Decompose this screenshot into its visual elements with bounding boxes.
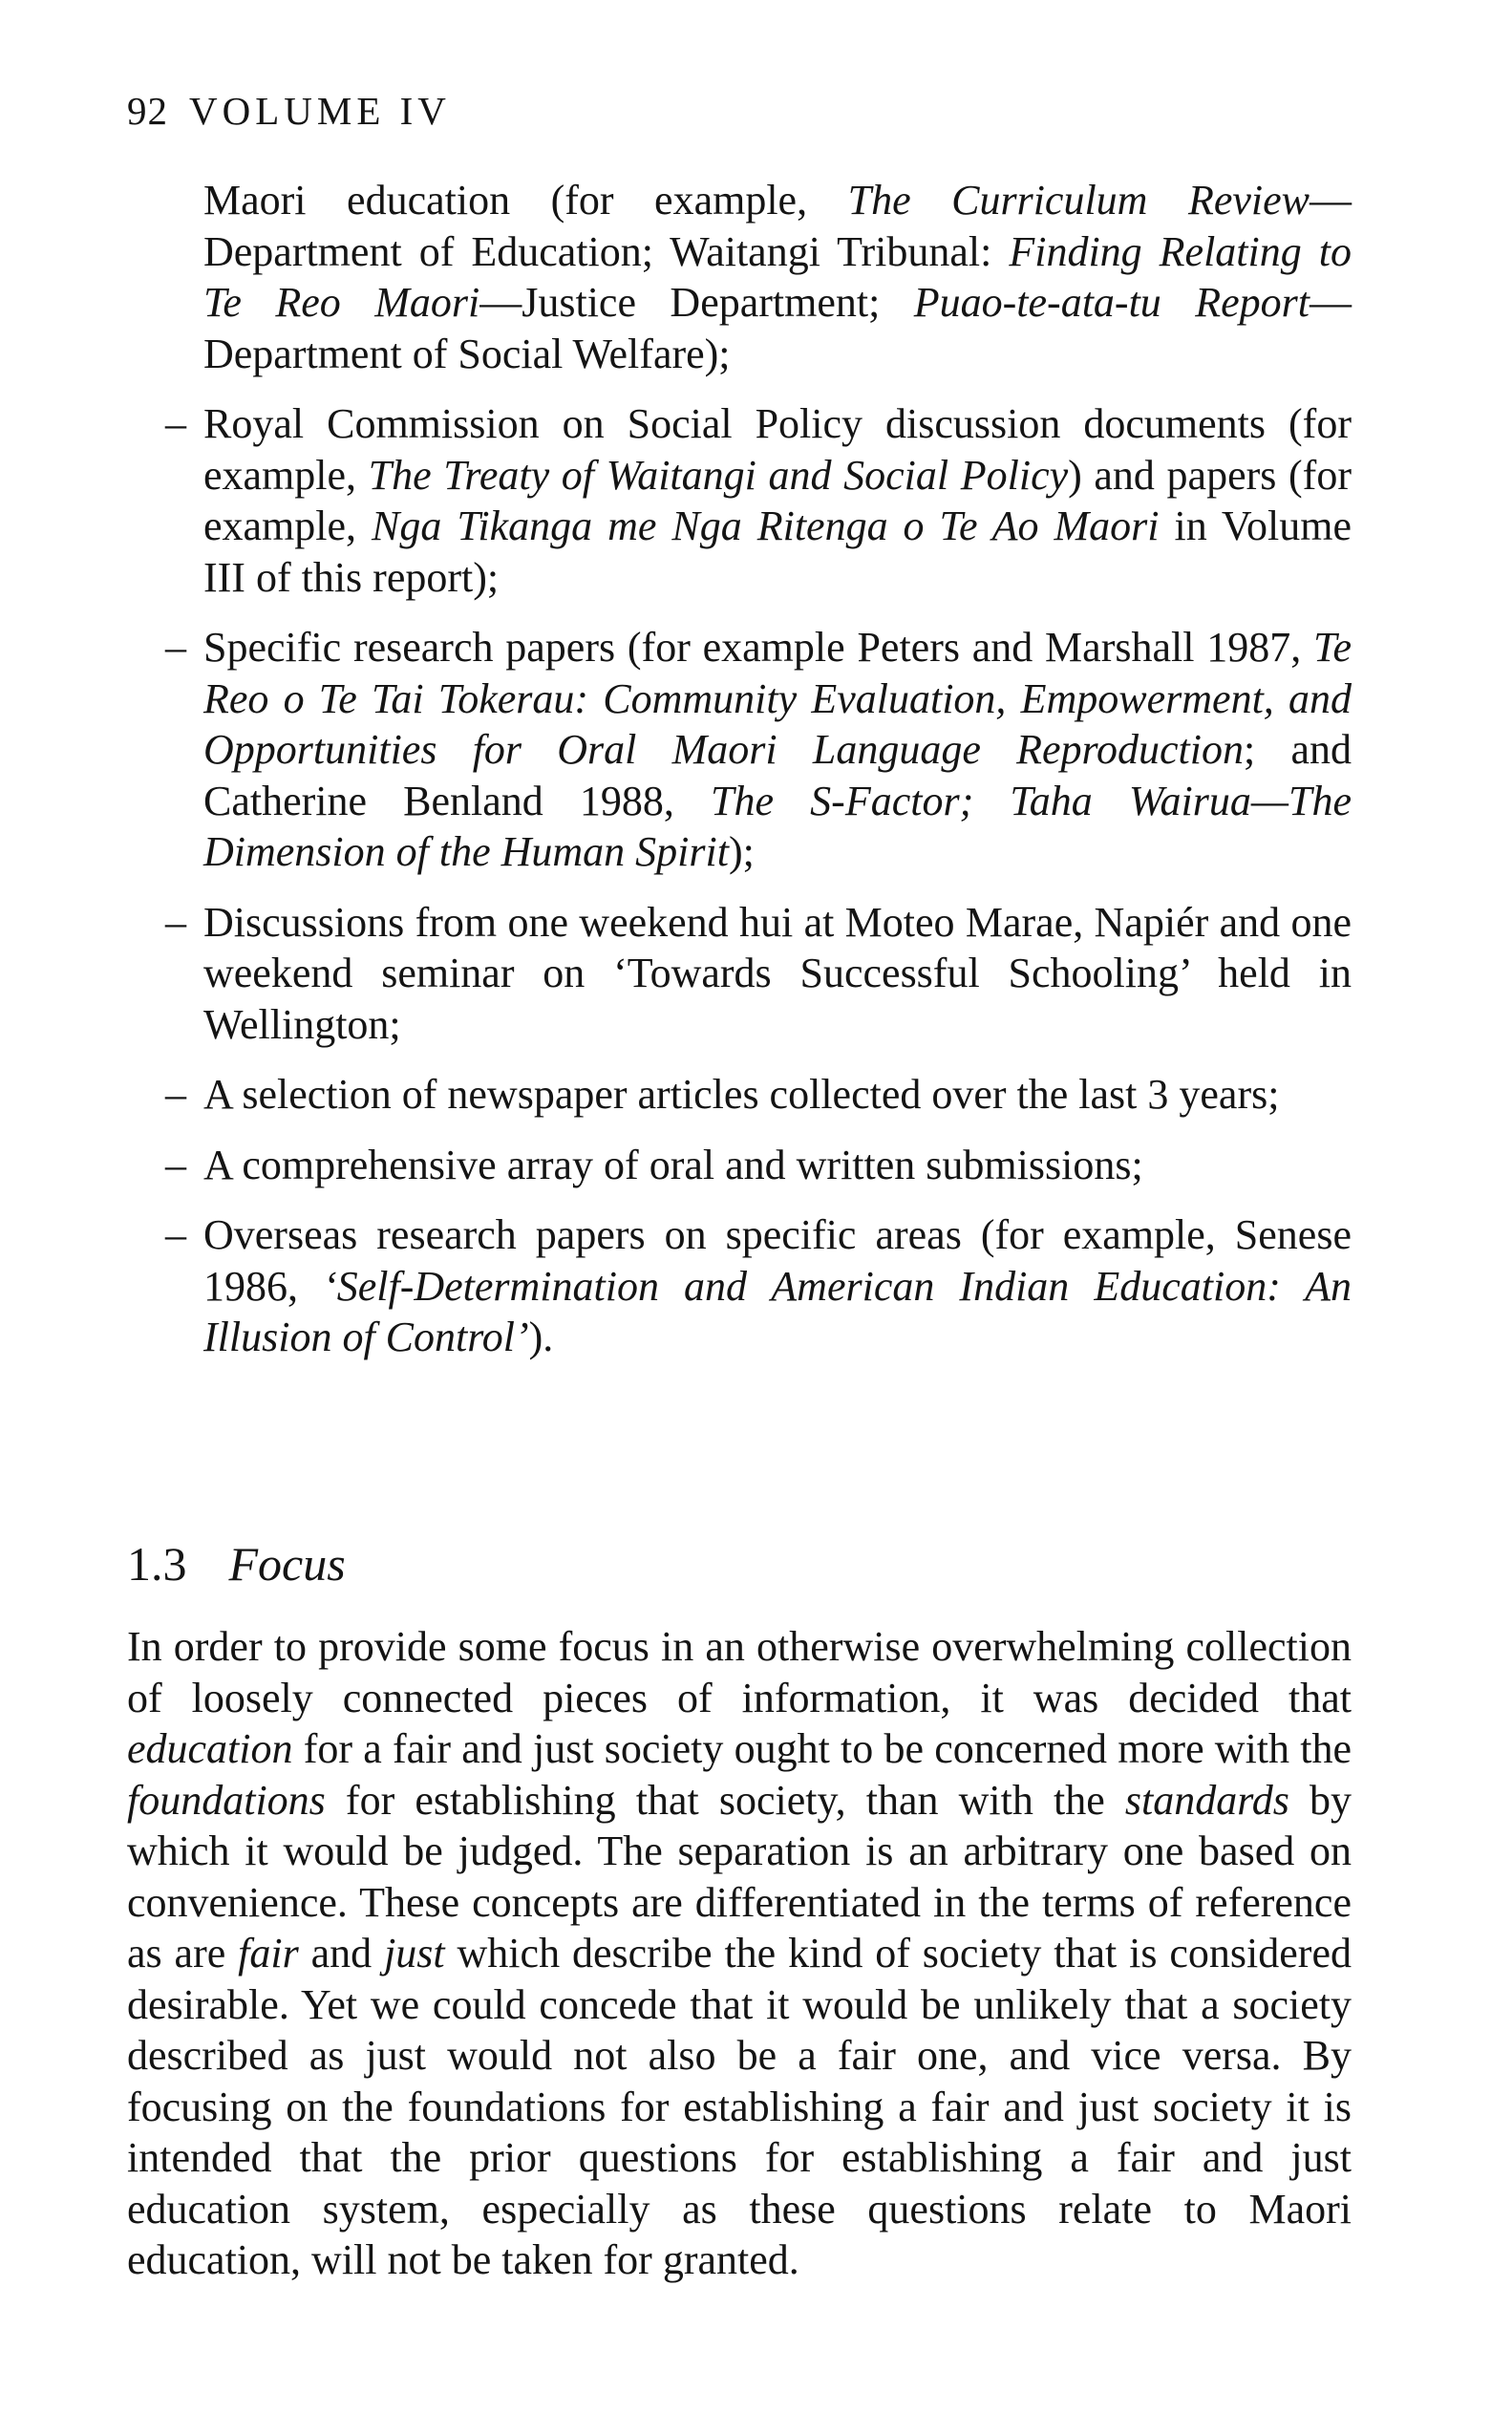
text-run: —Department of Social Welfare); [203,279,1352,377]
text-run: —Department of Education; Waitangi Tribunal: [203,177,1352,275]
text-run: for establishing that society, than with the [325,1776,1125,1824]
text-run: ). [528,1314,554,1360]
text-run: A selection of newspaper articles collected over the last 3 years; [203,1071,1280,1118]
text-run: —Justice Department; [479,279,914,326]
text-run: for a fair and just society ought to be concerned more with the [292,1725,1352,1772]
volume-label: VOLUME IV [189,89,451,133]
text-run: in Volume III of this report); [203,502,1352,601]
list-item [203,897,1352,1051]
list-item [203,175,1352,379]
text-run: Royal Commission on Social Policy discussion documents (for example, [203,400,1352,499]
italic-text-run: The Treaty of Waitangi and Social Policy [368,451,1069,499]
list-item [203,1209,1352,1363]
italic-text-run: The Curriculum Review [847,177,1310,224]
italic-text-run: Finding Relating to Te Reo Maori [203,227,1352,326]
section-heading [127,1537,346,1591]
running-head [127,89,451,133]
text-run: ; and Catherine Benland 1988, [203,726,1352,824]
italic-text-run: ‘Self-Determination and American Indian Education: An Illusion of Control’ [203,1262,1352,1360]
body-paragraph [127,1621,1352,2286]
list-item [203,1140,1352,1191]
text-run: ); [728,828,755,875]
section-number: 1.3 [127,1537,187,1591]
text-run: which describe the kind of society that is considered desirable. Yet we could concede that it would be unlikely that a society described as just would not also be a fair one, and vice versa. By focusing on the foundations for establishing a fair and just society it is intended that the prior questions for establishing a fair and just education system, especially as these questions relate to Maori education, will not be taken for granted. [127,1930,1352,2283]
italic-text-run: education [127,1725,293,1772]
page-number: 92 [127,89,168,133]
italic-text-run: Nga Tikanga me Nga Ritenga o Te Ao Maori [372,502,1160,549]
text-run: Specific research papers (for example Peters and Marshall 1987, [203,624,1314,671]
italic-text-run: fair [238,1930,299,1977]
section-title: Focus [228,1537,346,1591]
list-item [203,1069,1352,1121]
text-run: Discussions from one weekend hui at Moteo Marae, Napiér and one weekend seminar on ‘Towards Successful Schooling’ held in Wellington; [203,898,1352,1048]
italic-text-run: standards [1124,1776,1289,1824]
italic-text-run: The S-Factor; Taha Wairua—The Dimension of the Human Spirit [203,777,1352,875]
text-run: by which it would be judged. The separation is an arbitrary one based on convenience. These concepts are differentiated in the terms of reference as are [127,1776,1352,1977]
source-list [203,175,1352,1382]
italic-text-run: foundations [127,1776,326,1824]
text-run: ) and papers (for example, [203,451,1352,549]
text-run: and [298,1930,385,1977]
list-item [203,622,1352,878]
italic-text-run: Puao-te-ata-tu Report [913,279,1310,326]
text-run: A comprehensive array of oral and written submissions; [203,1141,1143,1188]
list-item [203,398,1352,603]
italic-text-run: just [384,1930,445,1977]
text-run: Overseas research papers on specific areas (for example, Senese 1986, [203,1211,1352,1310]
text-run: In order to provide some focus in an otherwise overwhelming collection of loosely connected pieces of information, it was decided that [127,1623,1352,1721]
text-run: Maori education (for example, [203,177,848,224]
italic-text-run: Te Reo o Te Tai Tokerau: Community Evaluation, Empowerment, and Opportunities for Oral Maori Language Reproduction [203,624,1352,773]
